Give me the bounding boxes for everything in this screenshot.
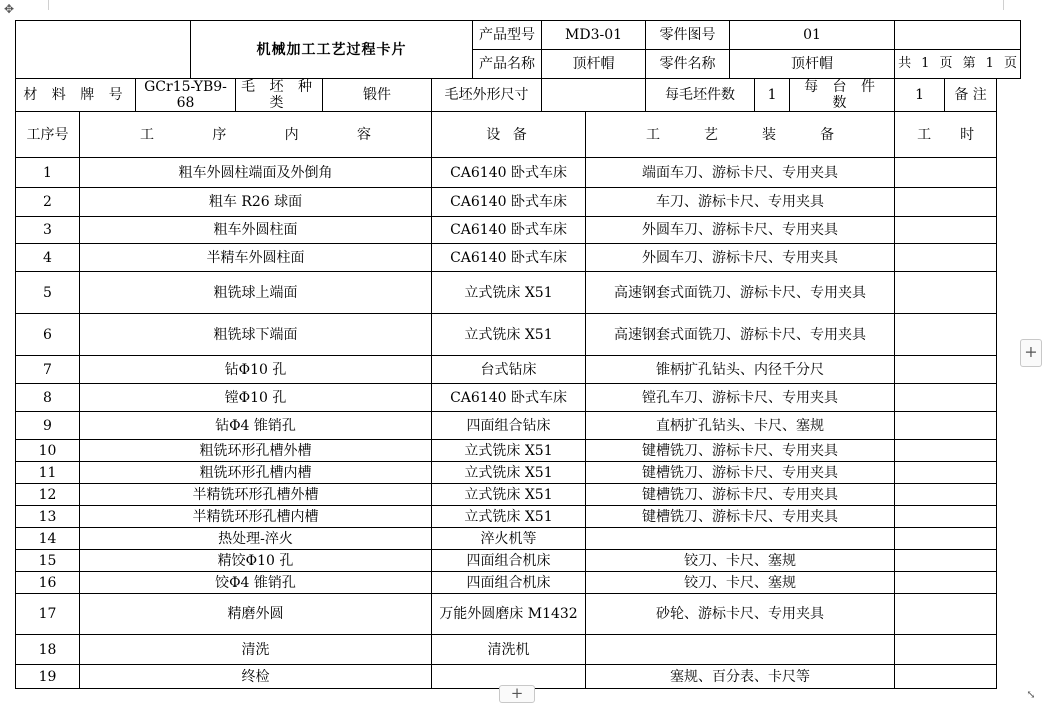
- step-content: 粗铣球上端面: [80, 272, 432, 314]
- product-model-value: MD3-01: [542, 21, 646, 50]
- process-row: [16, 188, 1021, 217]
- process-row: [16, 528, 1021, 550]
- col-header-content-char: 序: [212, 126, 227, 143]
- process-row: [16, 158, 1021, 188]
- product-name-label: 产品名称: [473, 50, 542, 79]
- process-row: [16, 462, 1021, 484]
- col-header-tooling-char: 艺: [704, 126, 719, 143]
- add-column-button[interactable]: +: [1020, 339, 1042, 367]
- step-number: 13: [16, 506, 80, 528]
- step-content: 热处理-淬火: [80, 528, 432, 550]
- process-row: [16, 314, 1021, 356]
- process-row: [16, 272, 1021, 314]
- col-header-content: [80, 112, 432, 158]
- step-content: 饺Φ4 锥销孔: [80, 572, 432, 594]
- step-equipment: CA6140 卧式车床: [432, 244, 586, 272]
- per-blank-value: 1: [755, 79, 790, 112]
- step-time: [895, 314, 997, 356]
- process-row: [16, 635, 1021, 665]
- table-resize-icon[interactable]: ⤡: [1026, 688, 1036, 701]
- step-tooling: 镗孔车刀、游标卡尺、专用夹具: [586, 384, 895, 412]
- process-row: [16, 356, 1021, 384]
- step-equipment: 四面组合机床: [432, 550, 586, 572]
- per-blank-label: 每毛坯件数: [646, 79, 755, 112]
- blank-cell: [895, 21, 1021, 50]
- col-header-content-char: 工: [140, 126, 154, 143]
- material-value: GCr15-YB9-68: [136, 79, 236, 112]
- table-move-handle-icon[interactable]: ✥: [3, 2, 15, 16]
- col-header-equipment: 设 备: [432, 112, 586, 158]
- step-time: [895, 484, 997, 506]
- step-tooling: 高速钢套式面铣刀、游标卡尺、专用夹具: [586, 272, 895, 314]
- step-tooling: 外圆车刀、游标卡尺、专用夹具: [586, 217, 895, 244]
- step-number: 6: [16, 314, 80, 356]
- total-pages: 1: [921, 56, 930, 71]
- step-equipment: 立式铣床 X51: [432, 440, 586, 462]
- process-row: [16, 244, 1021, 272]
- part-drawing-no-label: 零件图号: [646, 21, 730, 50]
- step-tooling: 砂轮、游标卡尺、专用夹具: [586, 594, 895, 635]
- process-row: [16, 440, 1021, 462]
- blank-size-label: 毛坯外形尺寸: [432, 79, 542, 112]
- step-number: 14: [16, 528, 80, 550]
- nth-label: 第: [962, 56, 976, 71]
- step-number: 17: [16, 594, 80, 635]
- step-content: 粗车 R26 球面: [80, 188, 432, 217]
- step-tooling: 高速钢套式面铣刀、游标卡尺、专用夹具: [586, 314, 895, 356]
- step-content: 粗铣环形孔槽内槽: [80, 462, 432, 484]
- step-number: 4: [16, 244, 80, 272]
- step-time: [895, 462, 997, 484]
- step-time: [895, 440, 997, 462]
- step-tooling: 铰刀、卡尺、塞规: [586, 572, 895, 594]
- add-row-button[interactable]: +: [499, 685, 535, 703]
- step-number: 9: [16, 412, 80, 440]
- step-tooling: 键槽铣刀、游标卡尺、专用夹具: [586, 506, 895, 528]
- remark-label: 备 注: [945, 79, 997, 112]
- step-equipment: 立式铣床 X51: [432, 484, 586, 506]
- step-content: 粗铣环形孔槽外槽: [80, 440, 432, 462]
- total-label: 共: [898, 56, 912, 71]
- step-number: 2: [16, 188, 80, 217]
- step-tooling: 车刀、游标卡尺、专用夹具: [586, 188, 895, 217]
- step-number: 19: [16, 665, 80, 689]
- page-label: 页: [1003, 56, 1017, 71]
- part-name-value: 顶杆帽: [730, 50, 895, 79]
- part-drawing-no-value: 01: [730, 21, 895, 50]
- step-equipment: CA6140 卧式车床: [432, 188, 586, 217]
- material-label: 材 料 牌 号: [16, 79, 136, 112]
- card-title: 机械加工工艺过程卡片: [191, 21, 473, 79]
- col-header-content-char: 内: [284, 126, 299, 143]
- step-time: [895, 550, 997, 572]
- step-equipment: 台式钻床: [432, 356, 586, 384]
- step-tooling: 锥柄扩孔钻头、内径千分尺: [586, 356, 895, 384]
- step-time: [895, 572, 997, 594]
- step-content: 精饺Φ10 孔: [80, 550, 432, 572]
- step-equipment: 清洗机: [432, 635, 586, 665]
- step-number: 10: [16, 440, 80, 462]
- step-time: [895, 665, 997, 689]
- step-time: [895, 158, 997, 188]
- step-time: [895, 412, 997, 440]
- step-content: 精磨外圆: [80, 594, 432, 635]
- step-equipment: 四面组合钻床: [432, 412, 586, 440]
- step-content: 终检: [80, 665, 432, 689]
- step-content: 半精车外圆柱面: [80, 244, 432, 272]
- step-equipment: 淬火机等: [432, 528, 586, 550]
- step-tooling: 键槽铣刀、游标卡尺、专用夹具: [586, 440, 895, 462]
- step-tooling: 塞规、百分表、卡尺等: [586, 665, 895, 689]
- step-tooling: 直柄扩孔钻头、卡尺、塞规: [586, 412, 895, 440]
- step-number: 16: [16, 572, 80, 594]
- step-content: 粗铣球下端面: [80, 314, 432, 356]
- ruler-mark: [1003, 0, 1004, 10]
- step-content: 粗车外圆柱面: [80, 217, 432, 244]
- col-header-tooling-char: 备: [820, 126, 835, 143]
- process-row: [16, 550, 1021, 572]
- col-header-content-char: 容: [356, 126, 371, 143]
- step-time: [895, 244, 997, 272]
- per-unit-value: 1: [895, 79, 945, 112]
- step-time: [895, 384, 997, 412]
- col-header-time: [895, 112, 997, 158]
- step-equipment: CA6140 卧式车床: [432, 384, 586, 412]
- step-time: [895, 528, 997, 550]
- step-equipment: 立式铣床 X51: [432, 272, 586, 314]
- process-row: [16, 506, 1021, 528]
- step-time: [895, 356, 997, 384]
- step-tooling: 端面车刀、游标卡尺、专用夹具: [586, 158, 895, 188]
- process-row: [16, 484, 1021, 506]
- step-content: 粗车外圆柱端面及外倒角: [80, 158, 432, 188]
- product-name-value: 顶杆帽: [542, 50, 646, 79]
- step-content: 清洗: [80, 635, 432, 665]
- step-content: 镗Φ10 孔: [80, 384, 432, 412]
- step-number: 1: [16, 158, 80, 188]
- step-equipment: 立式铣床 X51: [432, 462, 586, 484]
- process-row: [16, 594, 1021, 635]
- step-content: 半精铣环形孔槽内槽: [80, 506, 432, 528]
- step-tooling: 铰刀、卡尺、塞规: [586, 550, 895, 572]
- process-row: [16, 384, 1021, 412]
- col-header-time-char: 时: [960, 126, 975, 143]
- step-number: 12: [16, 484, 80, 506]
- step-content: 钻Φ4 锥销孔: [80, 412, 432, 440]
- step-time: [895, 217, 997, 244]
- col-header-time-char: 工: [917, 126, 932, 143]
- col-header-no: 工序号: [16, 112, 80, 158]
- step-equipment: 立式铣床 X51: [432, 506, 586, 528]
- step-number: 15: [16, 550, 80, 572]
- step-number: 5: [16, 272, 80, 314]
- step-equipment: 万能外圆磨床 M1432: [432, 594, 586, 635]
- process-card-table: [15, 20, 1021, 689]
- step-number: 3: [16, 217, 80, 244]
- step-equipment: 立式铣床 X51: [432, 314, 586, 356]
- step-content: 半精铣环形孔槽外槽: [80, 484, 432, 506]
- per-unit-label: 每 台 件 数: [790, 79, 895, 112]
- step-number: 8: [16, 384, 80, 412]
- step-number: 11: [16, 462, 80, 484]
- blank-size-value: [542, 79, 646, 112]
- step-tooling: 键槽铣刀、游标卡尺、专用夹具: [586, 484, 895, 506]
- step-time: [895, 272, 997, 314]
- step-tooling: [586, 528, 895, 550]
- page-label: 页: [939, 56, 953, 71]
- part-name-label: 零件名称: [646, 50, 730, 79]
- step-time: [895, 594, 997, 635]
- step-equipment: CA6140 卧式车床: [432, 217, 586, 244]
- col-header-tooling: [586, 112, 895, 158]
- step-number: 18: [16, 635, 80, 665]
- step-content: 钻Φ10 孔: [80, 356, 432, 384]
- blank-cell: [16, 21, 191, 79]
- blank-type-label: 毛 坯 种 类: [236, 79, 323, 112]
- step-time: [895, 188, 997, 217]
- product-model-label: 产品型号: [473, 21, 542, 50]
- page-number: 1: [985, 56, 994, 71]
- step-equipment: CA6140 卧式车床: [432, 158, 586, 188]
- step-equipment: 四面组合机床: [432, 572, 586, 594]
- step-time: [895, 506, 997, 528]
- ruler-mark: [48, 0, 49, 10]
- step-tooling: 键槽铣刀、游标卡尺、专用夹具: [586, 462, 895, 484]
- step-time: [895, 635, 997, 665]
- col-header-tooling-char: 工: [646, 126, 661, 143]
- step-tooling: [586, 635, 895, 665]
- page-count-cell: [895, 50, 1021, 79]
- col-header-tooling-char: 装: [762, 126, 777, 143]
- process-row: [16, 412, 1021, 440]
- step-tooling: 外圆车刀、游标卡尺、专用夹具: [586, 244, 895, 272]
- blank-type-value: 锻件: [323, 79, 432, 112]
- step-number: 7: [16, 356, 80, 384]
- process-row: [16, 217, 1021, 244]
- process-row: [16, 572, 1021, 594]
